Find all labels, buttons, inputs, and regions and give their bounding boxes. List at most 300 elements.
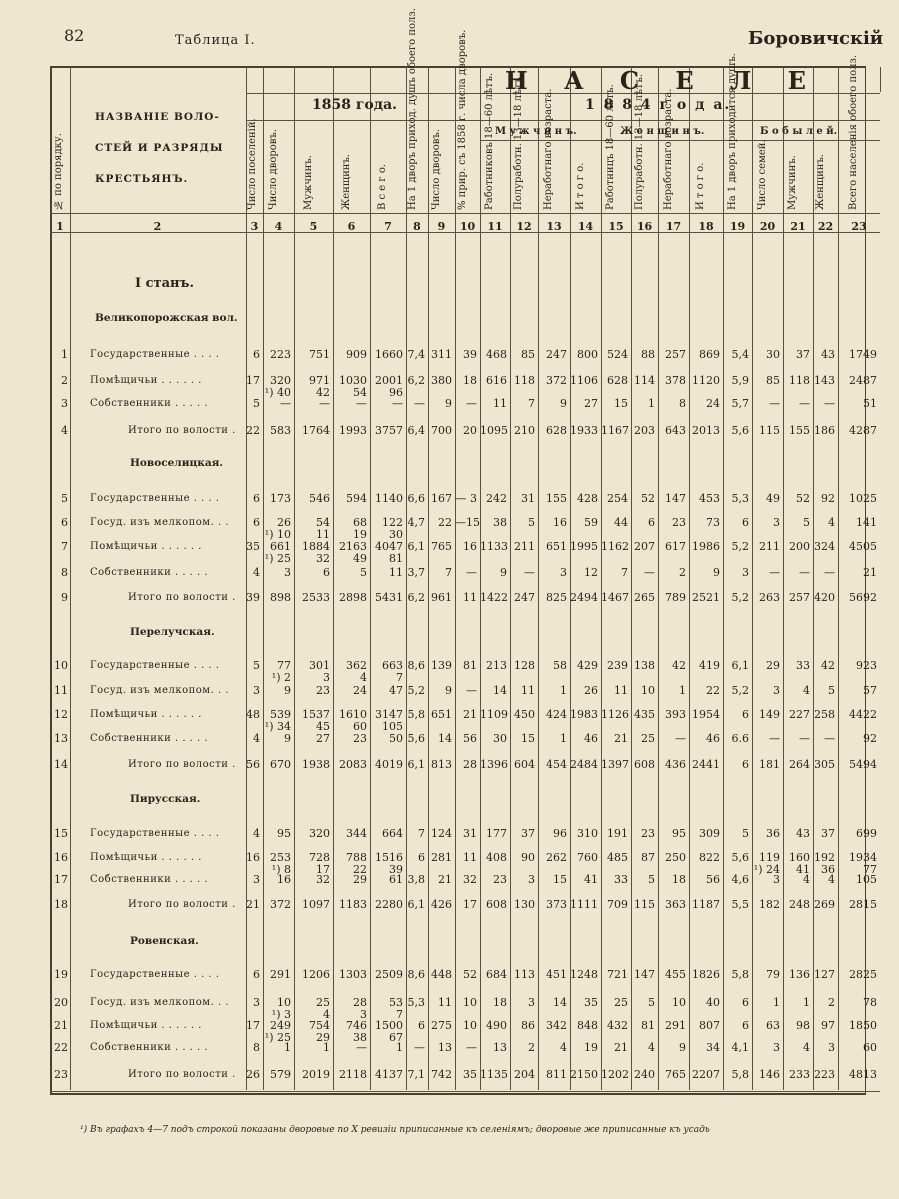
table-cell: 87 xyxy=(641,851,655,864)
table-cell: 254 xyxy=(607,492,628,505)
table-cell: 2019 xyxy=(302,1068,330,1081)
table-cell: 608 xyxy=(486,898,507,911)
column-number: 15 xyxy=(608,220,624,233)
table-cell: 378 xyxy=(665,374,686,387)
table-cell: 257 xyxy=(789,591,810,604)
table-cell: 281 xyxy=(431,851,452,864)
table-cell: 1248 xyxy=(570,968,598,981)
table-cell: 721 xyxy=(607,968,628,981)
table-cell: 363 xyxy=(665,898,686,911)
table-cell: 1933 xyxy=(570,424,598,437)
table-cell: — xyxy=(769,732,780,745)
volost-title: Ровенская. xyxy=(130,935,199,947)
table-cell: 136 xyxy=(789,968,810,981)
table-cell: 16 xyxy=(277,873,291,886)
table-cell: 48 xyxy=(246,708,260,721)
column-header: Работницъ 18—60 лѣтъ. xyxy=(605,84,616,210)
table-cell: 3 xyxy=(773,516,780,529)
row-label: Государственные . . . . xyxy=(90,969,220,980)
table-cell: 14 xyxy=(493,684,507,697)
table-cell: 448 xyxy=(431,968,452,981)
table-cell: 4 xyxy=(803,873,810,886)
table-cell: 5494 xyxy=(849,758,877,771)
row-label: Итого по волости . xyxy=(128,425,236,436)
table-cell: 6 xyxy=(742,1019,749,1032)
table-cell: 265 xyxy=(634,591,655,604)
table-cell: 95 xyxy=(277,827,291,840)
column-number: 19 xyxy=(729,220,746,233)
column-header: % прир. съ 1858 г. числа дворовъ. xyxy=(456,29,468,210)
table-cell: 3 xyxy=(284,566,291,579)
row-number: 18 xyxy=(54,898,68,911)
column-number: 1 xyxy=(56,220,64,233)
table-cell: 21 xyxy=(614,732,628,745)
table-cell: 139 xyxy=(431,659,452,672)
table-cell: 1106 xyxy=(570,374,598,387)
row-label: Госуд. изъ мелкопом. . . xyxy=(90,685,229,696)
table-cell: 429 xyxy=(577,659,598,672)
table-subcell: 67 xyxy=(389,1031,403,1044)
table-cell: 7 xyxy=(621,566,628,579)
table-cell: 115 xyxy=(759,424,780,437)
period-1858: 1858 года. xyxy=(312,97,398,113)
table-cell: 628 xyxy=(546,424,567,437)
table-cell: 310 xyxy=(577,827,598,840)
table-cell: 155 xyxy=(546,492,567,505)
column-header: Всего населенія обоего полз. xyxy=(848,54,859,210)
table-cell: 42 xyxy=(821,659,835,672)
table-cell: 128 xyxy=(514,659,535,672)
table-cell: 31 xyxy=(463,827,477,840)
table-cell: 1 xyxy=(679,684,686,697)
table-cell: 869 xyxy=(699,348,720,361)
table-cell: 1025 xyxy=(849,492,877,505)
row-number: 23 xyxy=(54,1068,68,1081)
table-cell: 455 xyxy=(665,968,686,981)
table-cell: 4019 xyxy=(375,758,403,771)
table-cell: 28 xyxy=(463,758,477,771)
table-cell: 6 xyxy=(418,851,425,864)
table-cell: 4 xyxy=(560,1041,567,1054)
table-cell: 15 xyxy=(521,732,535,745)
table-cell: 1206 xyxy=(302,968,330,981)
table-subcell: 32 xyxy=(316,552,330,565)
table-cell: 29 xyxy=(353,873,367,886)
volost-title: Великопорожская вол. xyxy=(95,312,238,324)
table-cell: 1 xyxy=(560,732,567,745)
table-subcell: 4 xyxy=(360,671,367,684)
table-cell: 393 xyxy=(665,708,686,721)
row-label: Помѣщичьи . . . . . . xyxy=(90,541,202,552)
table-subcell: 17 xyxy=(316,863,330,876)
table-cell: 909 xyxy=(346,348,367,361)
row-label: Госуд. изъ мелкопом. . . xyxy=(90,517,229,528)
table-cell: 6 xyxy=(253,348,260,361)
table-cell: 661 xyxy=(270,540,291,553)
row-number: 15 xyxy=(54,827,68,840)
table-cell: 420 xyxy=(814,591,835,604)
table-cell: 800 xyxy=(577,348,598,361)
table-cell: 15 xyxy=(553,873,567,886)
volost-title: Новоселицкая. xyxy=(130,457,224,469)
table-cell: 23 xyxy=(353,732,367,745)
table-cell: 1516 xyxy=(375,851,403,864)
table-cell: 751 xyxy=(309,348,330,361)
table-subcell: 36 xyxy=(821,863,835,876)
table-cell: 248 xyxy=(789,898,810,911)
table-cell: 20 xyxy=(463,424,477,437)
table-subcell: 49 xyxy=(353,552,367,565)
table-cell: 173 xyxy=(270,492,291,505)
column-header: № по порядку. xyxy=(53,133,64,210)
table-cell: 50 xyxy=(389,732,403,745)
table-cell: 2 xyxy=(828,996,835,1009)
banner-title: Н А С Е Л Е xyxy=(505,66,820,95)
table-cell: 46 xyxy=(584,732,598,745)
row-number: 21 xyxy=(54,1019,68,1032)
table-cell: 813 xyxy=(431,758,452,771)
table-cell: 26 xyxy=(246,1068,260,1081)
table-cell: 4505 xyxy=(849,540,877,553)
table-cell: 9 xyxy=(445,684,452,697)
column-number: 8 xyxy=(413,220,421,233)
table-cell: 147 xyxy=(634,968,655,981)
table-cell: 4 xyxy=(648,1041,655,1054)
table-cell: 1109 xyxy=(480,708,508,721)
table-cell: 5,2 xyxy=(731,684,749,697)
table-cell: 213 xyxy=(486,659,507,672)
table-cell: 1120 xyxy=(692,374,720,387)
row-rule xyxy=(50,213,880,214)
table-cell: 699 xyxy=(856,827,877,840)
table-cell: 8,6 xyxy=(407,659,425,672)
table-cell: 788 xyxy=(346,851,367,864)
column-number: 7 xyxy=(384,220,392,233)
table-cell: 1500 xyxy=(375,1019,403,1032)
table-cell: 309 xyxy=(699,827,720,840)
table-subcell: 38 xyxy=(353,1031,367,1044)
table-cell: 1162 xyxy=(601,540,629,553)
table-cell: 54 xyxy=(316,516,330,529)
table-cell: 5 xyxy=(803,516,810,529)
table-cell: 14 xyxy=(553,996,567,1009)
table-cell: 2521 xyxy=(692,591,720,604)
table-cell: 17 xyxy=(246,1019,260,1032)
table-cell: 146 xyxy=(759,1068,780,1081)
table-cell: 17 xyxy=(463,898,477,911)
column-header: Женщинъ. xyxy=(814,154,826,210)
row-number: 1 xyxy=(61,348,68,361)
table-cell: 11 xyxy=(463,851,477,864)
table-cell: 742 xyxy=(431,1068,452,1081)
table-cell: 79 xyxy=(766,968,780,981)
table-cell: 1826 xyxy=(692,968,720,981)
table-cell: 1111 xyxy=(570,898,598,911)
table-cell: 44 xyxy=(614,516,628,529)
table-subcell: ¹) 40 xyxy=(264,386,291,399)
table-cell: 25 xyxy=(316,996,330,1009)
table-cell: 1133 xyxy=(480,540,508,553)
table-cell: 1187 xyxy=(692,898,720,911)
table-cell: 60 xyxy=(863,1041,877,1054)
table-cell: 97 xyxy=(821,1019,835,1032)
table-cell: — xyxy=(466,684,477,697)
table-cell: 468 xyxy=(486,348,507,361)
table-cell: 27 xyxy=(316,732,330,745)
column-header: На 1 дворъ приходится душъ. xyxy=(726,53,738,210)
table-cell: 119 xyxy=(759,851,780,864)
table-cell: 4813 xyxy=(849,1068,877,1081)
table-subcell: 3 xyxy=(323,671,330,684)
table-cell: 35 xyxy=(463,1068,477,1081)
table-cell: 167 xyxy=(431,492,452,505)
table-subcell: ¹) 10 xyxy=(264,528,291,541)
table-cell: 73 xyxy=(706,516,720,529)
column-header: Неработнаго возраста. xyxy=(543,88,554,210)
table-cell: 6 xyxy=(742,996,749,1009)
table-cell: 3 xyxy=(773,1041,780,1054)
table-cell: 4 xyxy=(828,516,835,529)
row-label: Итого по волости . xyxy=(128,592,236,603)
table-cell: 26 xyxy=(277,516,291,529)
table-cell: 4,7 xyxy=(407,516,425,529)
table-cell: 8,6 xyxy=(407,968,425,981)
table-cell: 5 xyxy=(742,827,749,840)
column-number: 22 xyxy=(817,220,834,233)
table-cell: 1 xyxy=(648,397,655,410)
table-cell: 263 xyxy=(759,591,780,604)
table-cell: 6,2 xyxy=(407,591,425,604)
table-cell: 700 xyxy=(431,424,452,437)
table-subcell: 22 xyxy=(353,863,367,876)
table-cell: 3 xyxy=(828,1041,835,1054)
column-number: 16 xyxy=(636,220,653,233)
table-cell: 160 xyxy=(789,851,810,864)
table-cell: 105 xyxy=(856,873,877,886)
table-cell: 13 xyxy=(493,1041,507,1054)
table-cell: 5 xyxy=(253,659,260,672)
table-cell: — xyxy=(675,732,686,745)
table-cell: 5,8 xyxy=(731,1068,749,1081)
table-cell: 2533 xyxy=(302,591,330,604)
table-cell: 436 xyxy=(665,758,686,771)
table-cell: 4 xyxy=(803,1041,810,1054)
table-cell: 1396 xyxy=(480,758,508,771)
table-cell: 15 xyxy=(614,397,628,410)
table-cell: 92 xyxy=(821,492,835,505)
table-cell: 211 xyxy=(759,540,780,553)
group-men: М у ж ч и н ъ. xyxy=(495,126,577,137)
column-number: 20 xyxy=(759,220,776,233)
table-cell: 6.6 xyxy=(731,732,749,745)
table-cell: 9 xyxy=(284,732,291,745)
table-cell: 4287 xyxy=(849,424,877,437)
table-cell: 39 xyxy=(463,348,477,361)
table-cell: 138 xyxy=(634,659,655,672)
table-cell: 35 xyxy=(584,996,598,1009)
table-cell: 344 xyxy=(346,827,367,840)
table-cell: 2013 xyxy=(692,424,720,437)
row-rule xyxy=(50,1091,880,1092)
table-cell: 765 xyxy=(431,540,452,553)
table-cell: 23 xyxy=(641,827,655,840)
table-cell: 524 xyxy=(607,348,628,361)
row-label: Помѣщичьи . . . . . . xyxy=(90,852,202,863)
table-cell: 1537 xyxy=(302,708,330,721)
table-subcell: 41 xyxy=(796,863,810,876)
row-label: Итого по волости . xyxy=(128,759,236,770)
table-cell: 240 xyxy=(634,1068,655,1081)
table-cell: 3757 xyxy=(375,424,403,437)
row-label: Государственные . . . . xyxy=(90,349,220,360)
table-cell: 25 xyxy=(614,996,628,1009)
table-cell: 85 xyxy=(766,374,780,387)
column-number: 10 xyxy=(459,220,476,233)
table-subcell: 77 xyxy=(863,863,877,876)
table-cell: 765 xyxy=(665,1068,686,1081)
table-cell: 122 xyxy=(382,516,403,529)
table-cell: 11 xyxy=(521,684,535,697)
table-cell: 23 xyxy=(493,873,507,886)
table-cell: 2280 xyxy=(375,898,403,911)
table-cell: 57 xyxy=(863,684,877,697)
row-label: Государственные . . . . xyxy=(90,660,220,671)
volost-title: Перелучская. xyxy=(130,626,215,638)
table-cell: 5431 xyxy=(375,591,403,604)
column-number: 3 xyxy=(250,220,259,233)
table-cell: 96 xyxy=(553,827,567,840)
column-header: На 1 дворъ приход. душъ обоего полз. xyxy=(407,7,418,210)
table-cell: 1422 xyxy=(480,591,508,604)
table-cell: 1850 xyxy=(849,1019,877,1032)
table-cell: 40 xyxy=(706,996,720,1009)
column-header: Мужчинъ. xyxy=(787,155,798,210)
table-cell: 616 xyxy=(486,374,507,387)
table-cell: 21 xyxy=(614,1041,628,1054)
table-cell: 6 xyxy=(253,968,260,981)
table-cell: — xyxy=(414,1041,425,1054)
table-cell: 2 xyxy=(528,1041,535,1054)
table-cell: 52 xyxy=(463,968,477,981)
table-cell: 98 xyxy=(796,1019,810,1032)
column-header: И т о г о. xyxy=(695,162,706,210)
table-cell: 155 xyxy=(789,424,810,437)
table-cell: 3 xyxy=(742,566,749,579)
table-cell: 1995 xyxy=(570,540,598,553)
table-cell: 42 xyxy=(672,659,686,672)
row-label: Собственники . . . . . xyxy=(90,733,209,744)
table-cell: 203 xyxy=(634,424,655,437)
row-label: Собственники . . . . . xyxy=(90,874,209,885)
table-cell: 4 xyxy=(253,732,260,745)
table-cell: 6,1 xyxy=(407,898,425,911)
table-cell: 5,8 xyxy=(731,968,749,981)
table-cell: 247 xyxy=(546,348,567,361)
table-cell: 253 xyxy=(270,851,291,864)
table-cell: 7 xyxy=(445,566,452,579)
table-cell: 37 xyxy=(796,348,810,361)
table-cell: 617 xyxy=(665,540,686,553)
table-subcell: 54 xyxy=(353,386,367,399)
table-cell: 23 xyxy=(672,516,686,529)
table-cell: 52 xyxy=(796,492,810,505)
table-cell: 31 xyxy=(521,492,535,505)
table-cell: 47 xyxy=(389,684,403,697)
table-cell: — xyxy=(392,397,403,410)
table-cell: 223 xyxy=(270,348,291,361)
table-cell: 3 xyxy=(773,873,780,886)
table-cell: 6 xyxy=(253,516,260,529)
table-cell: 2207 xyxy=(692,1068,720,1081)
table-cell: — xyxy=(824,566,835,579)
table-cell: 6 xyxy=(418,1019,425,1032)
table-subcell: ¹) 8 xyxy=(271,863,291,876)
table-cell: 8 xyxy=(253,1041,260,1054)
table-cell: 5,2 xyxy=(731,591,749,604)
column-number: 23 xyxy=(851,220,867,233)
table-cell: 21 xyxy=(438,873,452,886)
table-cell: 2083 xyxy=(339,758,367,771)
table-cell: 21 xyxy=(463,708,477,721)
row-label: Итого по волости . xyxy=(128,1069,236,1080)
table-cell: 291 xyxy=(270,968,291,981)
table-subcell: 96 xyxy=(389,386,403,399)
district-title: Боровичскій xyxy=(748,28,884,49)
row-label: Собственники . . . . . xyxy=(90,398,209,409)
table-cell: 258 xyxy=(814,708,835,721)
table-cell: 546 xyxy=(309,492,330,505)
table-cell: 848 xyxy=(577,1019,598,1032)
row-number: 7 xyxy=(61,540,68,553)
table-cell: 3 xyxy=(253,996,260,1009)
table-cell: 380 xyxy=(431,374,452,387)
volost-title: Пирусская. xyxy=(130,793,201,805)
table-cell: 1167 xyxy=(601,424,629,437)
table-cell: 1 xyxy=(396,1041,403,1054)
table-cell: 5,7 xyxy=(731,397,749,410)
table-subcell: ¹) 2 xyxy=(271,671,291,684)
table-cell: 807 xyxy=(699,1019,720,1032)
table-cell: 37 xyxy=(821,827,835,840)
row-label: Собственники . . . . . xyxy=(90,567,209,578)
table-cell: 604 xyxy=(514,758,535,771)
table-cell: — xyxy=(524,566,535,579)
table-cell: 207 xyxy=(634,540,655,553)
table-cell: 1097 xyxy=(302,898,330,911)
column-header: Работниковъ 18—60 лѣтъ. xyxy=(484,72,495,210)
table-cell: 2118 xyxy=(339,1068,367,1081)
table-cell: 1749 xyxy=(849,348,877,361)
table-cell: 1610 xyxy=(339,708,367,721)
row-number: 8 xyxy=(61,566,68,579)
table-subcell: ¹) 3 xyxy=(271,1008,291,1021)
table-cell: 46 xyxy=(706,732,720,745)
table-cell: 16 xyxy=(463,540,477,553)
row-number: 9 xyxy=(61,591,68,604)
table-label: Таблица I. xyxy=(175,33,256,48)
table-cell: 22 xyxy=(246,424,260,437)
table-cell: 124 xyxy=(431,827,452,840)
row-number: 5 xyxy=(61,492,68,505)
table-cell: 1884 xyxy=(302,540,330,553)
table-cell: 2815 xyxy=(849,898,877,911)
table-cell: 2484 xyxy=(570,758,598,771)
table-cell: 56 xyxy=(706,873,720,886)
table-cell: 419 xyxy=(699,659,720,672)
table-cell: 1135 xyxy=(480,1068,508,1081)
table-subcell: 3 xyxy=(360,1008,367,1021)
table-cell: 19 xyxy=(584,1041,598,1054)
